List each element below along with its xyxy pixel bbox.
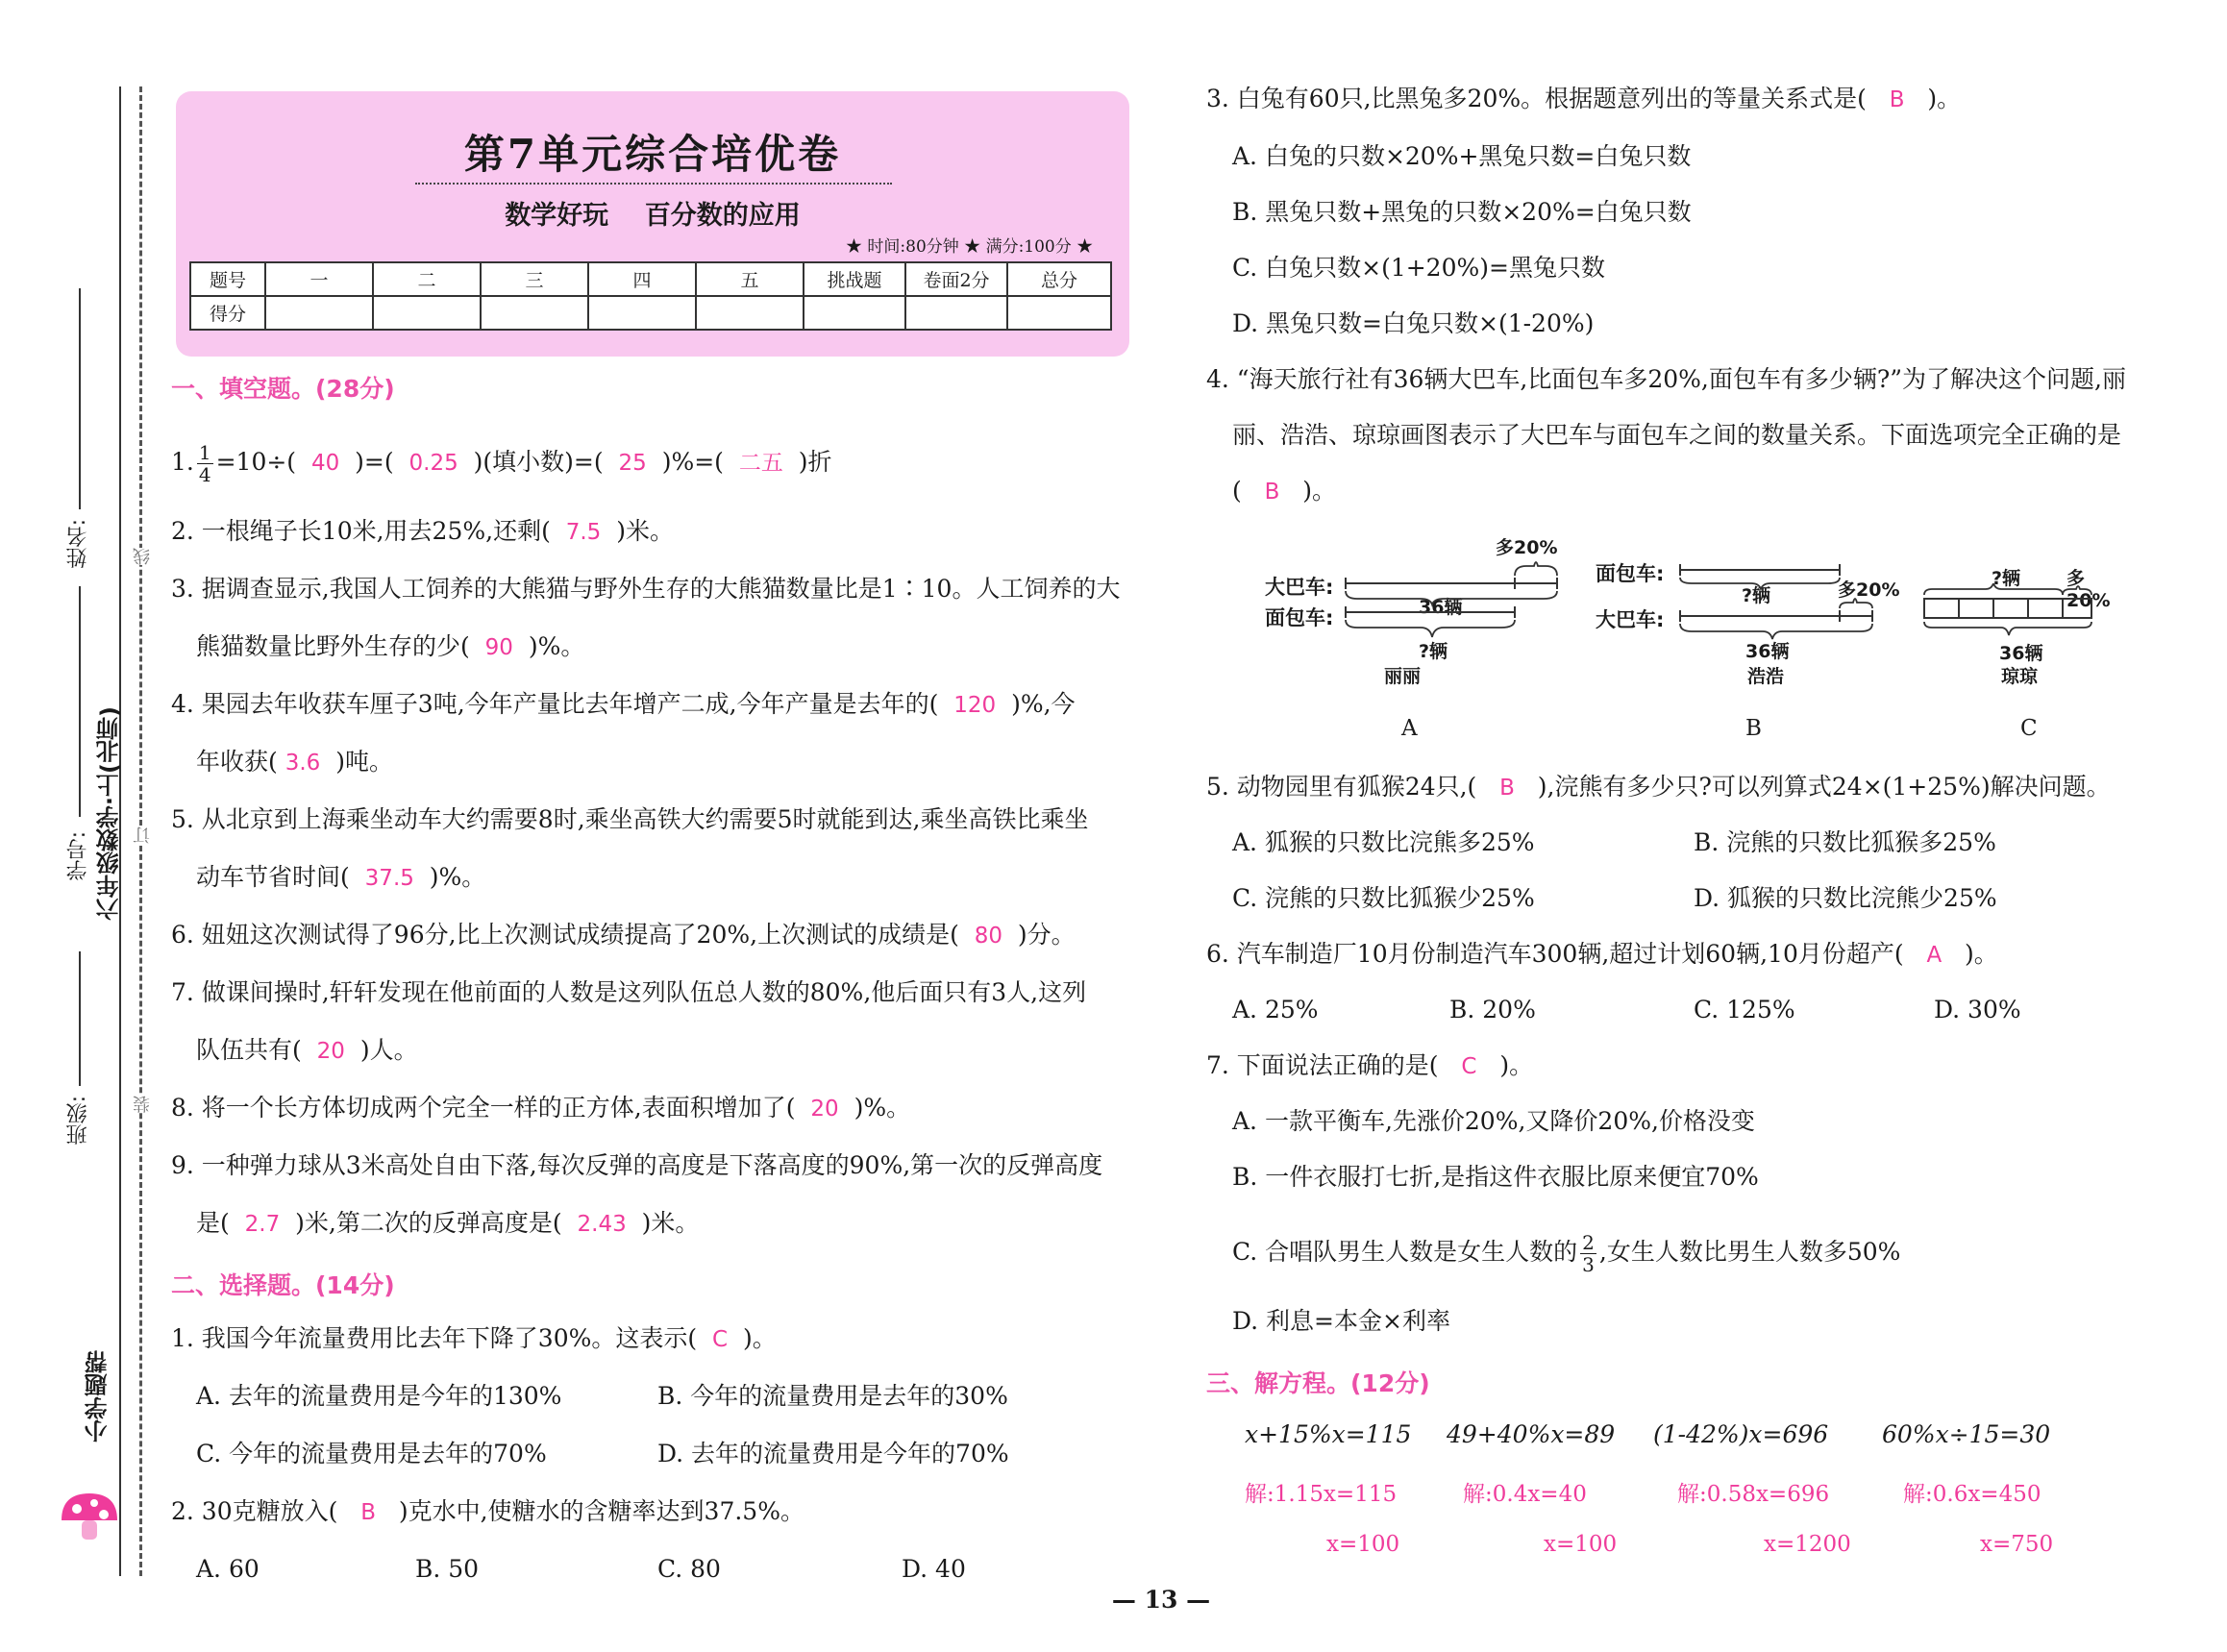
fill-question-3-line1: 3. 据调查显示,我国人工饲养的大熊猫与野外生存的大熊猫数量比是1∶10。人工饲养的大 — [171, 575, 1121, 603]
answer: 20 — [316, 1039, 345, 1064]
diagram-c — [1922, 533, 2115, 741]
equation: 49+40%x=89 — [1447, 1420, 1616, 1448]
score-header-cell: 题号 — [190, 262, 265, 296]
page-number: — 13 — — [1111, 1586, 1211, 1614]
class-label: 班级: — [66, 1096, 90, 1146]
answer: 37.5 — [364, 866, 414, 891]
diagram-a-top-label: 大巴车: — [1265, 576, 1334, 599]
choice-option: C. 80 — [657, 1555, 721, 1583]
choice-question-1: 1. 我国今年流量费用比去年下降了30%。这表示( C )。 — [171, 1324, 777, 1352]
answer: C — [712, 1327, 729, 1352]
choice-option: C. 白兔只数×(1+20%)=黑兔只数 — [1232, 254, 1605, 282]
fill-question-2: 2. 一根绳子长10米,用去25%,还剩( 7.5 )米。 — [171, 517, 674, 545]
choice-option: D. 狐猴的只数比浣熊少25% — [1694, 884, 1997, 912]
section-1-heading: 一、填空题。(28分) — [171, 375, 395, 403]
title-underline — [415, 183, 892, 185]
choice-question-5: 5. 动物园里有狐猴24只,( B ),浣熊有多少只?可以列算式24×(1+25%)解决问题。 — [1206, 773, 2111, 801]
diagram-c-person: 琼琼 — [2001, 666, 2039, 687]
diagram-a-person: 丽丽 — [1384, 666, 1422, 687]
score-input-cell[interactable] — [373, 296, 481, 330]
diagram-c-count: 36辆 — [1999, 643, 2043, 664]
fill-question-5-line1: 5. 从北京到上海乘坐动车大约需要8时,乘坐高铁大约需要5时就能到达,乘坐高铁比乘坐 — [171, 805, 1089, 833]
choice-option: B. 浣熊的只数比狐猴多25% — [1694, 828, 1996, 856]
choice-option: B. 黑兔只数+黑兔的只数×20%=白兔只数 — [1232, 198, 1692, 226]
choice-option: B. 50 — [415, 1555, 480, 1583]
score-input-cell[interactable] — [696, 296, 804, 330]
fill-question-7-line1: 7. 做课间操时,轩轩发现在他前面的人数是这列队伍总人数的80%,他后面只有3人,这列 — [171, 978, 1087, 1006]
choice-option: B. 一件衣服打七折,是指这件衣服比原来便宜70% — [1232, 1163, 1759, 1191]
score-input-cell[interactable] — [1007, 296, 1111, 330]
solution-step: 解:0.58x=696 — [1677, 1482, 1830, 1507]
choice-question-4-line2: 丽、浩浩、琼琼画图表示了大巴车与面包车之间的数量关系。下面选项完全正确的是 — [1232, 421, 2122, 449]
fraction: $\frac{2}{3}$ — [1582, 1231, 1595, 1276]
choice-option: B. 今年的流量费用是去年的30% — [657, 1382, 1008, 1410]
diagram-b-count: 36辆 — [1745, 641, 1790, 662]
fill-question-8: 8. 将一个长方体切成两个完全一样的正方体,表面积增加了( 20 )%。 — [171, 1094, 911, 1122]
solution-step: 解:0.6x=450 — [1903, 1482, 2041, 1507]
section-3-heading: 三、解方程。(12分) — [1206, 1369, 1430, 1397]
mushroom-logo-icon — [56, 1488, 123, 1545]
fill-question-6: 6. 妞妞这次测试得了96分,比上次测试成绩提高了20%,上次测试的成绩是( 80 )分。 — [171, 921, 1076, 949]
diagram-b-bottom-label: 大巴车: — [1596, 608, 1665, 631]
score-header-cell: 卷面2分 — [905, 262, 1007, 296]
diagram-a — [1259, 533, 1576, 741]
choice-question-4-line1: 4. “海天旅行社有36辆大巴车,比面包车多20%,面包车有多少辆?”为了解决这个问题,丽 — [1206, 365, 2126, 393]
diagram-b-bars — [1678, 553, 1909, 644]
equation: (1-42%)x=696 — [1653, 1420, 1829, 1448]
binding-line-char: 线 — [131, 548, 156, 565]
choice-option: C. 125% — [1694, 996, 1795, 1023]
fill-question-1: 1. $\frac{1}{4}$ =10÷( 40 )=( 0.25 )(填小数)=( 25 )%=( 二五 )折 — [171, 441, 832, 486]
choice-option: A. 去年的流量费用是今年的130% — [196, 1382, 562, 1410]
choice-question-6: 6. 汽车制造厂10月份制造汽车300辆,超过计划60辆,10月份超产( A )。 — [1206, 940, 1998, 968]
answer: 0.25 — [408, 451, 458, 476]
choice-option: B. 20% — [1449, 996, 1536, 1023]
diagram-a-letter: A — [1401, 716, 1418, 741]
section-2-heading: 二、选择题。(14分) — [171, 1271, 395, 1299]
answer: B — [1499, 776, 1515, 801]
answer: 二五 — [738, 451, 783, 476]
diagram-c-more: 多20% — [2066, 568, 2111, 611]
choice-option: A. 60 — [196, 1555, 260, 1583]
diagram-a-bars — [1344, 553, 1574, 644]
fill-question-7-line2: 队伍共有( 20 )人。 — [196, 1036, 418, 1064]
choice-option: A. 一款平衡车,先涨价20%,又降价20%,价格没变 — [1232, 1107, 1755, 1135]
equation: x+15%x=115 — [1245, 1420, 1412, 1448]
diagram-a-unknown: ?辆 — [1419, 641, 1448, 662]
score-table — [189, 261, 1112, 331]
equation: 60%x÷15=30 — [1882, 1420, 2051, 1448]
choice-option: C. 浣熊的只数比狐猴少25% — [1232, 884, 1535, 912]
answer: B — [1264, 480, 1280, 505]
answer: 2.7 — [244, 1212, 281, 1237]
fill-question-9-line2: 是( 2.7 )米,第二次的反弹高度是( 2.43 )米。 — [196, 1209, 700, 1237]
answer: B — [1889, 87, 1905, 112]
class-underline — [79, 951, 81, 1086]
choice-option-d: D. 利息=本金×利率 — [1232, 1307, 1450, 1335]
name-label: 姓名: — [66, 519, 90, 569]
score-input-cell[interactable] — [481, 296, 588, 330]
diagram-b-person: 浩浩 — [1747, 666, 1785, 687]
exam-meta: ★ 时间:80分钟 ★ 满分:100分 ★ — [846, 237, 1094, 257]
fill-question-9-line1: 9. 一种弹力球从3米高处自由下落,每次反弹的高度是下落高度的90%,第一次的反弹高度 — [171, 1151, 1103, 1179]
diagram-a-count: 36辆 — [1419, 597, 1463, 618]
choice-question-3: 3. 白兔有60只,比黑兔多20%。根据题意列出的等量关系式是( B )。 — [1206, 85, 1962, 112]
name-underline — [79, 288, 81, 509]
score-row-label: 得分 — [190, 296, 265, 330]
diagram-c-bars — [1922, 583, 2115, 641]
score-input-cell[interactable] — [588, 296, 696, 330]
answer: 3.6 — [285, 751, 321, 776]
diagram-c-letter: C — [2020, 716, 2038, 741]
student-id-label: 学号: — [66, 831, 90, 881]
brand-label: 小学题帮 — [85, 1350, 111, 1442]
page-title: 第7单元综合培优卷 — [463, 131, 842, 178]
diagram-b-top-label: 面包车: — [1596, 562, 1665, 585]
score-header-cell: 五 — [696, 262, 804, 296]
choice-option: D. 40 — [902, 1555, 966, 1583]
diagram-b-more: 多20% — [1838, 579, 1900, 601]
choice-question-2: 2. 30克糖放入( B )克水中,使糖水的含糖率达到37.5%。 — [171, 1497, 804, 1525]
solution-step: 解:1.15x=115 — [1245, 1482, 1398, 1507]
solution-result: x=100 — [1544, 1532, 1618, 1557]
score-header-cell: 四 — [588, 262, 696, 296]
choice-option: C. 今年的流量费用是去年的70% — [196, 1440, 547, 1467]
answer: 7.5 — [565, 520, 602, 545]
page-subtitle: 数学好玩 百分数的应用 — [505, 201, 801, 231]
binding-zhuang-char: 装 — [131, 1096, 156, 1113]
diagram-b — [1596, 533, 1913, 741]
course-label: 六年级数学·上(北师) — [96, 706, 123, 922]
diagram-a-bottom-label: 面包车: — [1265, 606, 1334, 629]
fraction: $\frac{1}{4}$ — [198, 441, 211, 486]
diagram-b-letter: B — [1745, 716, 1762, 741]
solution-result: x=100 — [1326, 1532, 1400, 1557]
choice-option: A. 狐猴的只数比浣熊多25% — [1232, 828, 1535, 856]
diagram-c-unknown: ?辆 — [1992, 568, 2021, 589]
fill-question-4-line2: 年收获( 3.6 )吨。 — [196, 748, 393, 776]
answer: B — [360, 1500, 376, 1525]
score-header-cell: 挑战题 — [804, 262, 905, 296]
choice-option-c: C. 合唱队男生人数是女生人数的 $\frac{2}{3}$ ,女生人数比男生人数多50% — [1232, 1231, 1901, 1276]
diagram-b-unknown: ?辆 — [1742, 585, 1771, 606]
fill-question-3-line2: 熊猫数量比野外生存的少( 90 )%。 — [196, 632, 585, 660]
answer: 90 — [484, 635, 513, 660]
score-input-cell[interactable] — [265, 296, 373, 330]
solution-result: x=750 — [1980, 1532, 2054, 1557]
fill-question-5-line2: 动车节省时间( 37.5 )%。 — [196, 863, 486, 891]
solution-step: 解:0.4x=40 — [1463, 1482, 1587, 1507]
choice-option: D. 去年的流量费用是今年的70% — [657, 1440, 1009, 1467]
score-header-cell: 二 — [373, 262, 481, 296]
solution-result: x=1200 — [1764, 1532, 1851, 1557]
choice-option: A. 25% — [1232, 996, 1319, 1023]
id-underline — [79, 586, 81, 817]
answer: 80 — [974, 924, 1003, 949]
choice-option: A. 白兔的只数×20%+黑兔只数=白兔只数 — [1232, 142, 1692, 170]
choice-option: D. 30% — [1934, 996, 2021, 1023]
binding-ding-char: 订 — [131, 826, 156, 844]
choice-question-7: 7. 下面说法正确的是( C )。 — [1206, 1051, 1534, 1079]
score-header-cell: 一 — [265, 262, 373, 296]
score-input-cell[interactable] — [804, 296, 905, 330]
answer: 2.43 — [577, 1212, 627, 1237]
score-header-cell: 总分 — [1007, 262, 1111, 296]
choice-question-4-line3: ( B )。 — [1232, 477, 1336, 505]
score-header-cell: 三 — [481, 262, 588, 296]
answer: 20 — [810, 1097, 839, 1122]
answer: 120 — [953, 693, 997, 718]
fill-question-4-line1: 4. 果园去年收获车厘子3吨,今年产量比去年增产二成,今年产量是去年的( 120 )%,今 — [171, 690, 1076, 718]
choice-option: D. 黑兔只数=白兔只数×(1-20%) — [1232, 309, 1595, 337]
answer: 40 — [310, 451, 340, 476]
score-input-cell[interactable] — [905, 296, 1007, 330]
answer: 25 — [618, 451, 647, 476]
answer: A — [1926, 943, 1942, 968]
diagram-a-more: 多20% — [1496, 537, 1558, 558]
answer: C — [1461, 1054, 1477, 1079]
